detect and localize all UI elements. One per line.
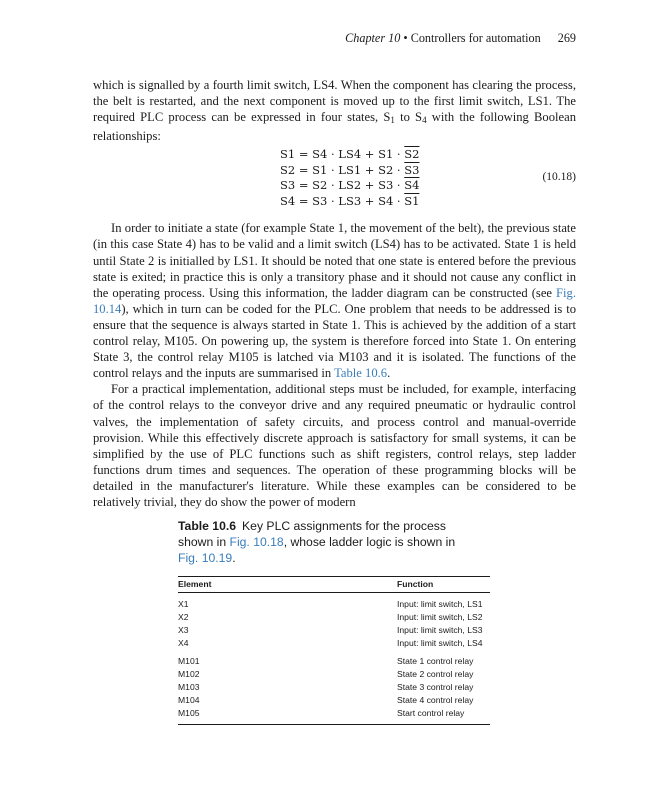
table-caption: Table 10.6 Key PLC assignments for the process shown in Fig. 10.18, whose ladder logic is shown in Fig. 10.19. [178, 519, 456, 565]
table-row: M105 Start control relay [178, 707, 490, 725]
table-link[interactable]: Table 10.6 [334, 366, 388, 381]
table-row: X1 Input: limit switch, LS1 [178, 599, 483, 610]
para1-text: to S [394, 110, 423, 125]
equation-block [93, 147, 576, 213]
header-element: Element [178, 577, 397, 593]
table-row: X2 Input: limit switch, LS2 [178, 612, 483, 623]
chapter-label: Chapter 10 [345, 31, 401, 45]
body-text [93, 77, 576, 510]
table-row: M102 State 2 control relay [178, 669, 474, 680]
equation-line: S3 = S2 · LS2 + S3 · S4 [280, 178, 420, 193]
paragraph-1 [93, 77, 576, 144]
equation-line: S4 = S3 · LS3 + S4 · S1 [280, 193, 420, 208]
page-number: 269 [557, 31, 576, 45]
subscript: 4 [422, 115, 427, 126]
para1-text: with the following Boolean relationships: [93, 110, 577, 144]
para1-text: which is signalled by a fourth limit switch, LS4. When the component has clearing the process, the belt is restarted, and the next component is moved up to the first limit switch, LS1. The required PLC process can be expressed in four states, S [93, 78, 576, 125]
chapter-title: Controllers for automation [410, 31, 541, 45]
figure-link[interactable]: Fig. 10.18 [229, 534, 284, 549]
figure-link[interactable]: Fig. 10.19 [178, 550, 233, 565]
table-header-row [178, 577, 490, 593]
paragraph-2: In order to initiate a state (for example State 1, the movement of the belt), the previous state (in this case State 4) has to be valid and a limit switch (LS4) has to be activated. State 1 is held until State 2 is initialled by LS1. It should be noted that one state is entered before the previous state is exited; in practice this is only a transitory phase and it should not cause any conflict in the operating process. Using this information, the ladder diagram can be constructed (see Fig. 10.14), which in turn can be coded for the PLC. One problem that needs to be addressed is to ensure that the sequence is always started in State 1. This is achieved by the addition of a start control relay, M105. On powering up, the system is therefore forced into State 1. On entering State 3, the control relay M105 is latched via M103 and it is isolated. The functions of the control relays and the inputs are summarised in Table 10.6. [93, 221, 576, 381]
table-row: M101 State 1 control relay [178, 656, 474, 667]
table-row: X4 Input: limit switch, LS4 [178, 638, 483, 649]
table-row: M104 State 4 control relay [178, 695, 474, 706]
header-bullet: • [403, 31, 408, 45]
paragraph-3: For a practical implementation, additional steps must be included, for example, interfacing of the control relays to the conveyor drive and any required pneumatic or hydraulic control valves, the implementation of safety circuits, and process control and manual-override provision. While this effectively discrete approach is satisfactory for small systems, it can be simplified by the use of PLC functions such as shift registers, control relays, step ladder functions drum times and sequences. The operation of these programming blocks will be detailed in the manufacturer's literature. While these examples can be considered to be relatively trivial, they do show the power of modern [93, 382, 576, 509]
assignments-table [178, 576, 490, 725]
subscript: 1 [390, 115, 395, 126]
figure-link[interactable]: Fig. 10.14 [93, 285, 576, 316]
table-10-6 [178, 519, 483, 725]
running-header [345, 31, 576, 46]
equation-line: S1 = S4 · LS4 + S1 · S2 [280, 147, 420, 162]
equation-lines [280, 147, 419, 209]
header-function: Function [397, 577, 490, 593]
equation-number: (10.18) [542, 171, 576, 184]
equation-line: S2 = S1 · LS1 + S2 · S3 [280, 162, 420, 177]
table-row: M103 State 3 control relay [178, 682, 474, 693]
table-row: X3 Input: limit switch, LS3 [178, 625, 483, 636]
